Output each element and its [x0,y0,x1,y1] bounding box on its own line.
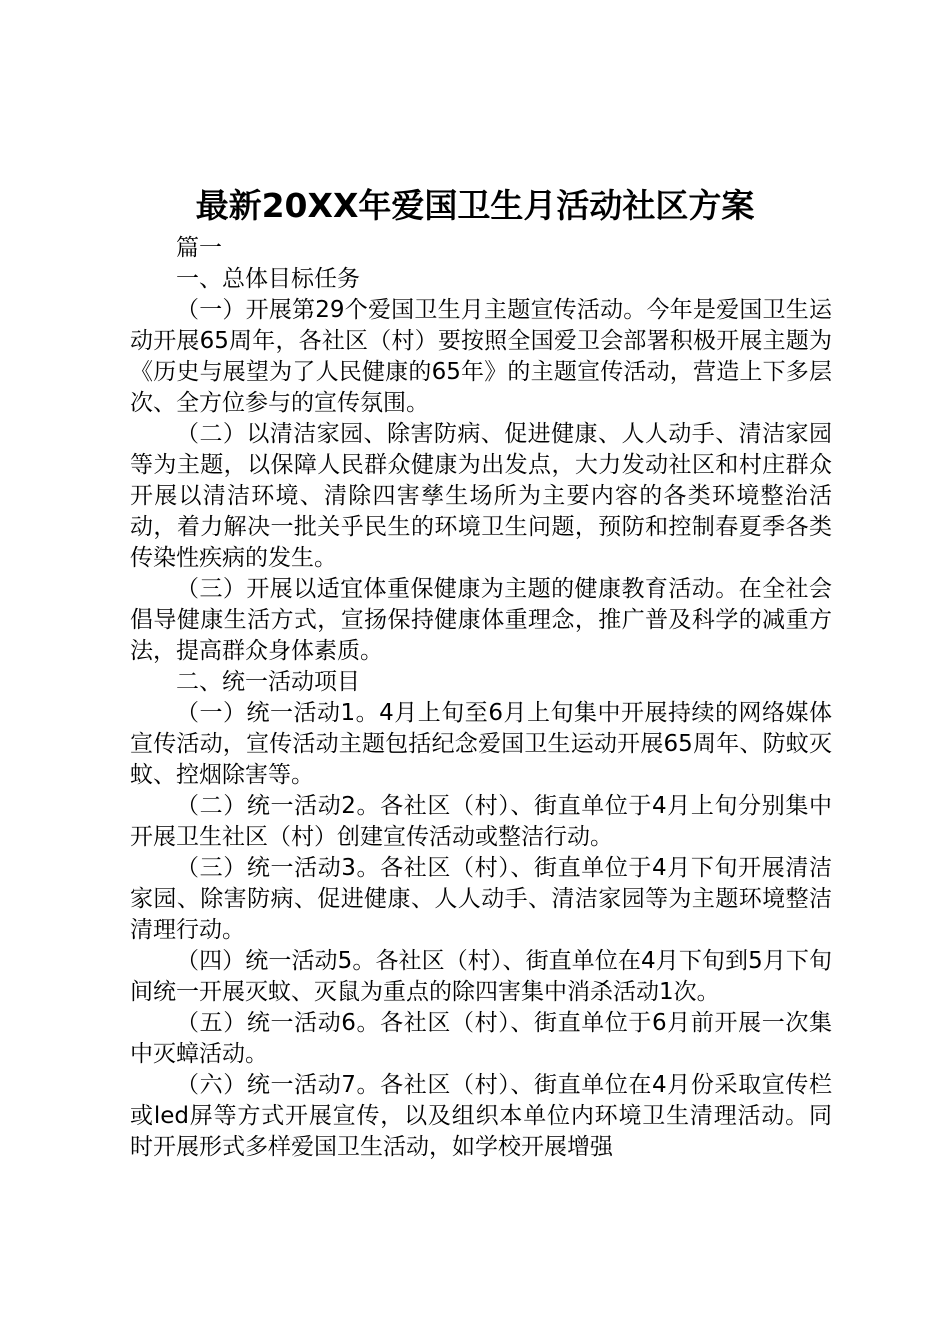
paragraph-activity-5: （五）统一活动6。各社区（村）、街直单位于6月前开展一次集中灭蟑活动。 [130,1010,832,1067]
paragraph-activity-4: （四）统一活动5。各社区（村）、街直单位在4月下旬到5月下旬间统一开展灭蚊、灭鼠为重点的除四害集中消杀活动1次。 [130,948,832,1005]
paragraph-activity-1: （一）统一活动1。4月上旬至6月上旬集中开展持续的网络媒体宣传活动，宣传活动主题包括纪念爱国卫生运动开展65周年、防蚊灭蚊、控烟除害等。 [130,700,832,788]
paragraph-goal-1: （一）开展第29个爱国卫生月主题宣传活动。今年是爱国卫生运动开展65周年，各社区（村）要按照全国爱卫会部署积极开展主题为《历史与展望为了人民健康的65年》的主题宣传活动，营造上下多层次、全方位参与的宣传氛围。 [130,297,832,416]
document-title: 最新20XX年爱国卫生月活动社区方案 [195,186,755,225]
section-label-part-one: 篇一 [176,235,222,261]
paragraph-goal-3: （三）开展以适宜体重保健康为主题的健康教育活动。在全社会倡导健康生活方式，宣扬保持健康体重理念，推广普及科学的减重方法，提高群众身体素质。 [130,576,832,664]
paragraph-activity-6: （六）统一活动7。各社区（村）、街直单位在4月份采取宣传栏或led屏等方式开展宣传，以及组织本单位内环境卫生清理活动。同时开展形式多样爱国卫生活动，如学校开展增强 [130,1072,832,1160]
paragraph-activity-3: （三）统一活动3。各社区（村）、街直单位于4月下旬开展清洁家园、除害防病、促进健康、人人动手、清洁家园等为主题环境整洁清理行动。 [130,855,832,943]
document-body [130,233,832,1163]
paragraph-activity-2: （二）统一活动2。各社区（村）、街直单位于4月上旬分别集中开展卫生社区（村）创建宣传活动或整洁行动。 [130,793,832,850]
heading-overall-goals: 一、总体目标任务 [176,266,360,292]
heading-unified-activities: 二、统一活动项目 [176,669,360,695]
paragraph-goal-2: （二）以清洁家园、除害防病、促进健康、人人动手、清洁家园等为主题，以保障人民群众健康为出发点，大力发动社区和村庄群众开展以清洁环境、清除四害孳生场所为主要内容的各类环境整治活动，着力解决一批关乎民生的环境卫生问题，预防和控制春夏季各类传染性疾病的发生。 [130,421,832,571]
